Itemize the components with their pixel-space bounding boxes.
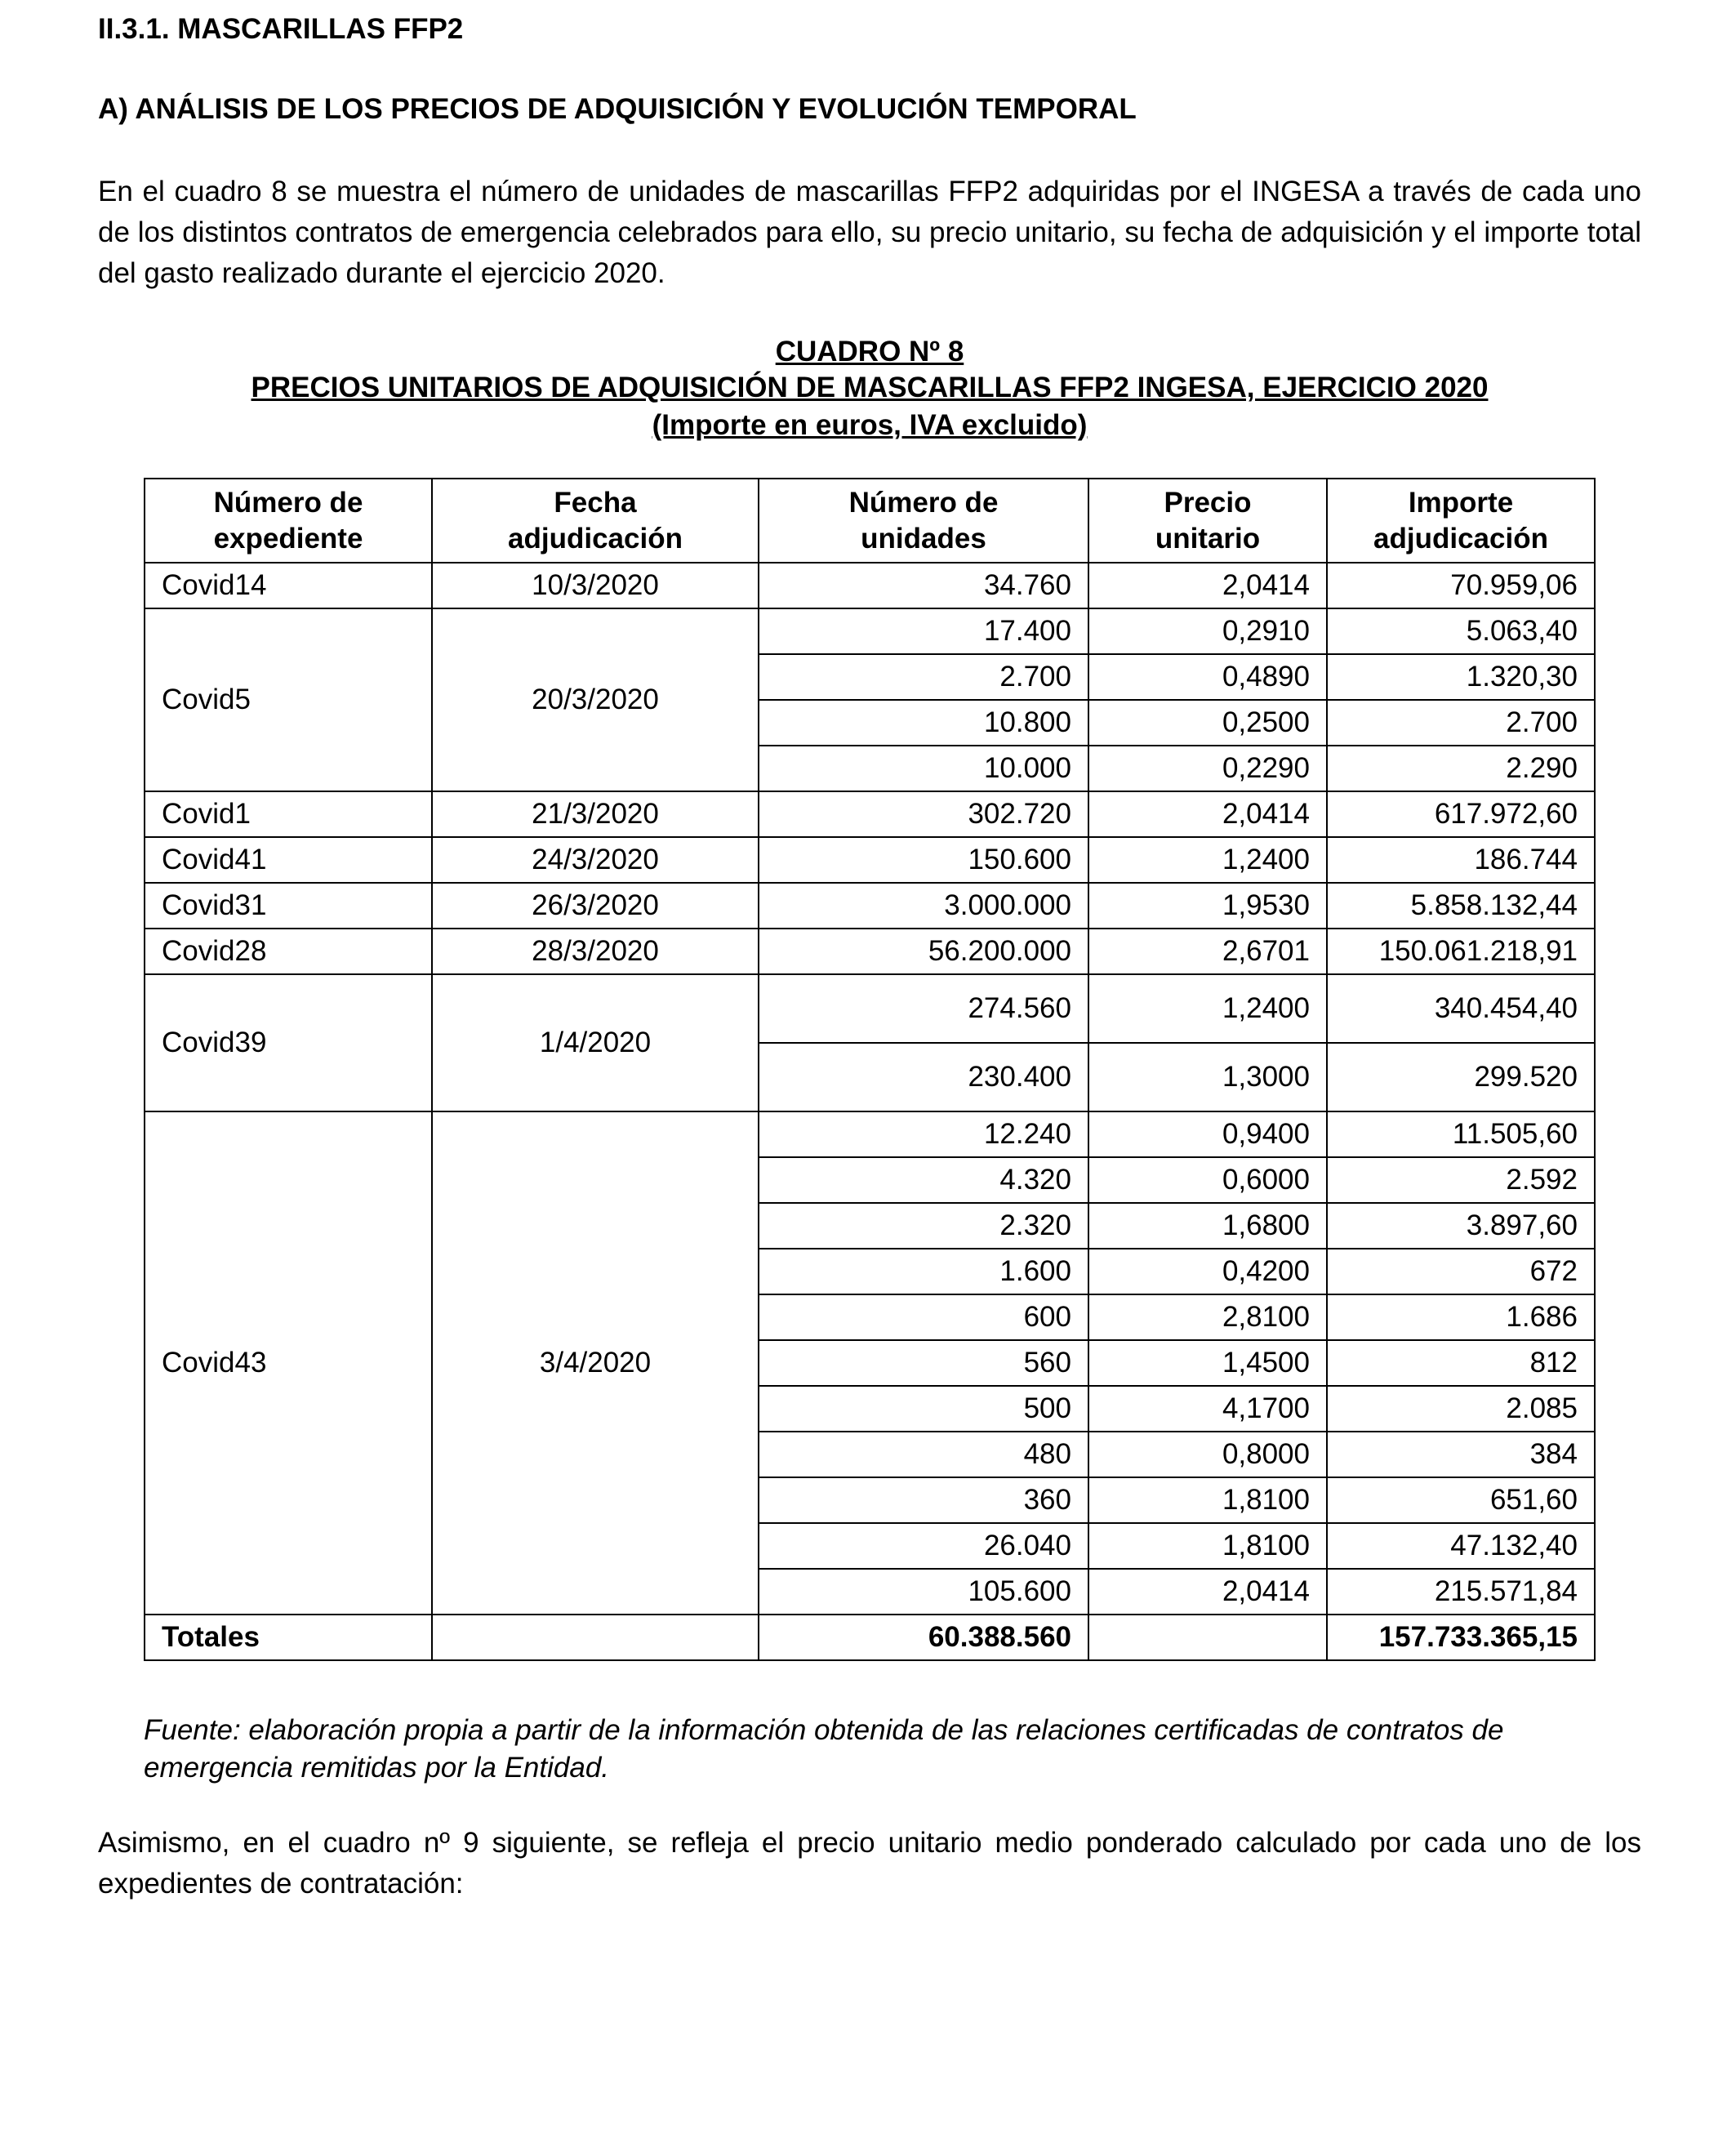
header-fecha: Fecha adjudicación	[432, 479, 759, 563]
cell-importe: 215.571,84	[1327, 1569, 1595, 1615]
cell-unidades: 10.000	[759, 746, 1088, 791]
header-precio: Precio unitario	[1088, 479, 1327, 563]
cell-unidades: 17.400	[759, 608, 1088, 654]
cell-precio: 2,0414	[1088, 791, 1327, 837]
cell-precio: 0,2910	[1088, 608, 1327, 654]
cell-importe: 384	[1327, 1432, 1595, 1477]
table-row	[145, 563, 1595, 608]
table-row	[145, 791, 1595, 837]
cell-unidades: 26.040	[759, 1523, 1088, 1569]
section-title: II.3.1. MASCARILLAS FFP2	[98, 13, 464, 45]
cell-importe: 1.686	[1327, 1294, 1595, 1340]
cell-unidades: 10.800	[759, 700, 1088, 746]
cell-unidades: 3.000.000	[759, 883, 1088, 929]
cell-importe: 2.592	[1327, 1157, 1595, 1203]
cell-precio: 1,6800	[1088, 1203, 1327, 1249]
intro-paragraph: En el cuadro 8 se muestra el número de unidades de mascarillas FFP2 adquiridas por el INGESA a través de cada uno de los distintos contratos de emergencia celebrados para ello, su precio unitario, su fecha de adquisición y el importe total del gasto realizado durante el ejercicio 2020.	[98, 176, 1641, 289]
cell-precio: 0,2500	[1088, 700, 1327, 746]
cell-precio: 0,4890	[1088, 654, 1327, 700]
cell-unidades: 56.200.000	[759, 929, 1088, 974]
cell-precio: 2,6701	[1088, 929, 1327, 974]
subsection-title: A) ANÁLISIS DE LOS PRECIOS DE ADQUISICIÓN Y EVOLUCIÓN TEMPORAL	[98, 93, 1137, 125]
totals-fecha	[432, 1615, 759, 1660]
cell-precio: 0,8000	[1088, 1432, 1327, 1477]
totals-row	[145, 1615, 1595, 1660]
cell-importe: 1.320,30	[1327, 654, 1595, 700]
cell-precio: 0,9400	[1088, 1111, 1327, 1157]
cell-precio: 4,1700	[1088, 1386, 1327, 1432]
cell-importe: 11.505,60	[1327, 1111, 1595, 1157]
cell-unidades: 480	[759, 1432, 1088, 1477]
cell-precio: 2,0414	[1088, 563, 1327, 608]
table-row	[145, 929, 1595, 974]
table-row	[145, 974, 1595, 1043]
cell-fecha: 20/3/2020	[432, 608, 759, 791]
cell-fecha: 10/3/2020	[432, 563, 759, 608]
table-title: PRECIOS UNITARIOS DE ADQUISICIÓN DE MASCARILLAS FFP2 INGESA, EJERCICIO 2020	[251, 372, 1489, 403]
cell-fecha: 21/3/2020	[432, 791, 759, 837]
cell-importe: 2.700	[1327, 700, 1595, 746]
cell-importe: 2.290	[1327, 746, 1595, 791]
cell-importe: 651,60	[1327, 1477, 1595, 1523]
cell-precio: 1,9530	[1088, 883, 1327, 929]
totals-importe: 157.733.365,15	[1327, 1615, 1595, 1660]
cell-unidades: 360	[759, 1477, 1088, 1523]
cell-expediente: Covid14	[145, 563, 432, 608]
header-unidades: Número de unidades	[759, 479, 1088, 563]
cell-precio: 0,6000	[1088, 1157, 1327, 1203]
prices-table	[144, 478, 1596, 1661]
header-importe: Importe adjudicación	[1327, 479, 1595, 563]
cell-expediente: Covid5	[145, 608, 432, 791]
cell-unidades: 500	[759, 1386, 1088, 1432]
cell-importe: 5.858.132,44	[1327, 883, 1595, 929]
cell-fecha: 28/3/2020	[432, 929, 759, 974]
cell-importe: 5.063,40	[1327, 608, 1595, 654]
cell-expediente: Covid43	[145, 1111, 432, 1615]
cell-fecha: 1/4/2020	[432, 974, 759, 1111]
cell-importe: 812	[1327, 1340, 1595, 1386]
cell-expediente: Covid39	[145, 974, 432, 1111]
cell-unidades: 560	[759, 1340, 1088, 1386]
cell-expediente: Covid28	[145, 929, 432, 974]
cell-unidades: 150.600	[759, 837, 1088, 883]
table-number: CUADRO Nº 8	[775, 336, 964, 367]
cell-precio: 1,8100	[1088, 1523, 1327, 1569]
cell-precio: 1,2400	[1088, 837, 1327, 883]
cell-precio: 0,4200	[1088, 1249, 1327, 1294]
table-row	[145, 1111, 1595, 1157]
cell-importe: 47.132,40	[1327, 1523, 1595, 1569]
cell-importe: 70.959,06	[1327, 563, 1595, 608]
cell-importe: 2.085	[1327, 1386, 1595, 1432]
cell-precio: 1,8100	[1088, 1477, 1327, 1523]
source-note: Fuente: elaboración propia a partir de la información obtenida de las relaciones certificadas de contratos de emergencia remitidas por la Entidad.	[144, 1714, 1504, 1784]
cell-expediente: Covid31	[145, 883, 432, 929]
header-expediente: Número de expediente	[145, 479, 432, 563]
cell-unidades: 12.240	[759, 1111, 1088, 1157]
table-header-row	[145, 479, 1595, 563]
cell-unidades: 105.600	[759, 1569, 1088, 1615]
cell-unidades: 302.720	[759, 791, 1088, 837]
cell-unidades: 274.560	[759, 974, 1088, 1043]
cell-fecha: 26/3/2020	[432, 883, 759, 929]
totals-unidades: 60.388.560	[759, 1615, 1088, 1660]
cell-unidades: 2.320	[759, 1203, 1088, 1249]
cell-precio: 1,3000	[1088, 1043, 1327, 1111]
cell-unidades: 1.600	[759, 1249, 1088, 1294]
cell-importe: 186.744	[1327, 837, 1595, 883]
cell-importe: 340.454,40	[1327, 974, 1595, 1043]
cell-precio: 1,2400	[1088, 974, 1327, 1043]
cell-importe: 617.972,60	[1327, 791, 1595, 837]
cell-precio: 2,0414	[1088, 1569, 1327, 1615]
cell-fecha: 3/4/2020	[432, 1111, 759, 1615]
cell-unidades: 34.760	[759, 563, 1088, 608]
cell-expediente: Covid41	[145, 837, 432, 883]
table-row	[145, 837, 1595, 883]
totals-precio	[1088, 1615, 1327, 1660]
cell-unidades: 2.700	[759, 654, 1088, 700]
table-row	[145, 608, 1595, 654]
closing-paragraph: Asimismo, en el cuadro nº 9 siguiente, se refleja el precio unitario medio ponderado calculado por cada uno de los expedientes de contratación:	[98, 1827, 1641, 1900]
table-body	[145, 563, 1595, 1615]
cell-importe: 299.520	[1327, 1043, 1595, 1111]
cell-unidades: 4.320	[759, 1157, 1088, 1203]
cell-precio: 2,8100	[1088, 1294, 1327, 1340]
cell-precio: 1,4500	[1088, 1340, 1327, 1386]
cell-fecha: 24/3/2020	[432, 837, 759, 883]
cell-importe: 672	[1327, 1249, 1595, 1294]
cell-expediente: Covid1	[145, 791, 432, 837]
cell-unidades: 230.400	[759, 1043, 1088, 1111]
cell-importe: 150.061.218,91	[1327, 929, 1595, 974]
table-units: (Importe en euros, IVA excluido)	[652, 409, 1088, 441]
cell-precio: 0,2290	[1088, 746, 1327, 791]
table-row	[145, 883, 1595, 929]
totals-label: Totales	[145, 1615, 432, 1660]
cell-unidades: 600	[759, 1294, 1088, 1340]
cell-importe: 3.897,60	[1327, 1203, 1595, 1249]
